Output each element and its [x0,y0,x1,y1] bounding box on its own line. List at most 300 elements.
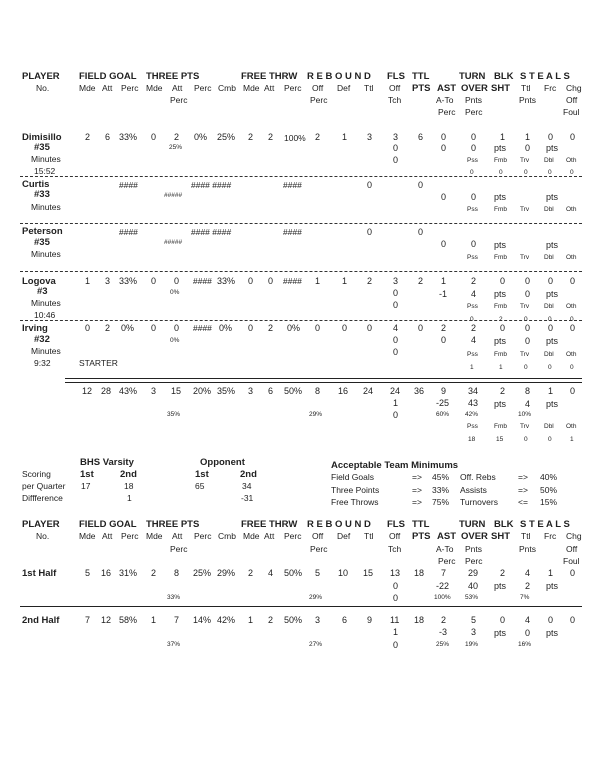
stat-cell: 0 [525,143,531,153]
stat-cell: 0 [471,132,477,142]
stat-cell: Diffference [22,493,63,503]
stat-cell: 2 [418,276,424,286]
stat-cell: 0% [194,132,208,142]
stat-cell: Def [337,83,351,93]
stat-cell: BLK [494,519,514,530]
stat-cell: 3 [248,386,254,396]
stat-cell: Oth [566,157,577,164]
stat-cell: 0 [548,615,554,625]
stat-cell: No. [36,531,50,541]
stat-cell: 2 [500,386,506,396]
stat-cell: 6 [105,132,111,142]
stat-cell: 0% [170,289,180,296]
stat-cell: PLAYER [22,71,60,82]
stat-cell: 3 [367,132,373,142]
stat-cell: 8 [174,568,180,578]
stat-cell: 12 [82,386,93,396]
stat-cell: 16 [101,568,112,578]
stat-cell: 1 [315,276,321,286]
stat-cell: 0 [367,180,373,190]
stat-cell: => [412,485,422,495]
stat-cell: Ttl [521,83,531,93]
stat-cell: #### [119,180,138,190]
stat-cell: -22 [436,581,450,591]
stat-cell: 2 [248,132,254,142]
stat-cell: Dbl [544,254,554,261]
stat-cell: Att [102,531,113,541]
stat-cell: 4 [471,335,477,345]
stat-cell: 0 [151,323,157,333]
stat-cell: 1 [570,436,574,443]
stat-cell: => [412,472,422,482]
stat-cell: pts [546,192,559,202]
stat-cell: Opponent [200,457,245,468]
stat-cell: 0 [548,316,552,323]
stat-cell: 2 [471,276,477,286]
stat-cell: Dbl [544,206,554,213]
stat-cell: 7 [441,568,447,578]
stat-cell: FREE THRW [241,519,298,530]
stat-cell: Pnts [465,544,483,554]
stat-cell: 1st Half [22,568,57,579]
stat-cell: 0 [151,276,157,286]
stat-cell: Dbl [544,157,554,164]
stat-cell: 2 [105,323,111,333]
stat-cell: Foul [563,556,580,566]
stat-cell: OVER [461,531,488,542]
stat-cell: -25 [436,398,450,408]
stat-cell: Pss [467,351,478,358]
stat-cell: Trv [520,351,530,358]
stat-cell: 19% [465,641,479,648]
stat-cell: 0 [393,347,399,357]
stat-cell: Perc [465,556,483,566]
stat-cell: Off [312,83,324,93]
stat-cell: 0 [471,143,477,153]
stat-cell: Minutes [31,202,61,212]
stat-cell: 15:52 [34,166,56,176]
stat-cell: Perc [194,531,212,541]
stat-cell: 0 [342,323,348,333]
stat-cell: pts [546,336,559,346]
stat-cell: Cmb [218,83,236,93]
stat-cell: Assists [460,485,487,495]
stat-cell: Ttl [521,531,531,541]
stat-cell: Trv [520,254,530,261]
stat-cell: 0 [393,640,399,650]
stat-cell: Minutes [31,298,61,308]
stat-cell: 9 [367,615,373,625]
stat-cell: 0 [548,132,554,142]
stat-cell: -3 [439,627,448,637]
stat-cell: -1 [439,289,448,299]
stat-cell: Dimisillo [22,132,62,143]
stat-cell: 1 [393,398,399,408]
stat-cell: 0 [441,335,447,345]
stat-cell: 0 [151,132,157,142]
stat-cell: Off [389,83,401,93]
stat-cell: Att [172,83,183,93]
stat-cell: Pss [467,157,478,164]
stat-cell: pts [494,289,507,299]
stat-cell: 0 [393,155,399,165]
stat-cell: 33% [167,594,181,601]
stat-cell: ##### [164,239,183,246]
stat-cell: PLAYER [22,519,60,530]
stat-cell: pts [546,628,559,638]
stat-cell: 2 [441,615,447,625]
stat-cell: 0 [268,276,274,286]
stat-cell: 0 [500,323,506,333]
stat-cell: #35 [34,237,50,248]
stat-cell: pts [494,628,507,638]
stat-cell: 16% [518,641,532,648]
stat-cell: Perc [438,107,456,117]
stat-cell: 0 [525,289,531,299]
stat-cell: THREE PTS [146,519,200,530]
stat-cell: Att [264,83,275,93]
stat-cell: Free Throws [331,497,379,507]
stat-cell: 3 [105,276,111,286]
stat-cell: 4 [393,323,399,333]
stat-cell: Oth [566,303,577,310]
stat-cell: 2 [441,323,447,333]
stat-cell: 0 [570,386,576,396]
stat-cell: 0 [570,323,576,333]
stat-cell: TTL [412,519,430,530]
stat-cell: TURN [459,71,486,82]
stat-cell: Minutes [31,249,61,259]
stat-cell: No. [36,83,50,93]
stat-cell: 75% [432,497,450,507]
stat-cell: Tch [388,95,402,105]
stat-cell: Pnts [519,544,537,554]
stat-cell: 4 [525,568,531,578]
stat-cell: 2nd [120,469,137,480]
stat-cell: S T E A L S [520,71,570,82]
stat-cell: 1 [127,493,132,503]
stat-cell: 37% [167,641,181,648]
stat-cell: Pss [467,423,478,430]
stat-cell: 0 [525,628,531,638]
stat-cell: Perc [438,556,456,566]
stat-cell: 18 [414,615,425,625]
stat-cell: Chg [566,531,582,541]
stat-cell: #### [193,323,212,333]
stat-cell: pts [494,192,507,202]
stat-cell: #35 [34,142,50,153]
stat-cell: TURN [459,519,486,530]
stat-cell: 2 [268,615,274,625]
stat-cell: 0 [393,593,399,603]
stat-cell: Fmb [494,157,507,164]
stat-cell: 42% [217,615,236,625]
stat-cell: 34 [468,386,479,396]
stat-cell: 0 [441,192,447,202]
stat-cell: 42% [465,411,479,418]
stat-cell: AST [437,531,456,542]
stat-cell: FIELD GOAL [79,71,137,82]
stat-cell: 2 [248,568,254,578]
stat-cell: 0 [441,132,447,142]
stat-cell: 7 [174,615,180,625]
stat-cell: 2 [268,132,274,142]
stat-cell: 24 [363,386,374,396]
stat-cell: 5 [85,568,91,578]
stat-cell: 3 [471,627,477,637]
stat-cell: BLK [494,71,514,82]
stat-cell: R E B O U N D [307,71,371,82]
stat-cell: Mde [243,531,260,541]
stat-cell: 0 [548,323,554,333]
stat-cell: Mde [146,83,163,93]
stat-cell: 0 [174,323,180,333]
stat-cell: Off [566,544,578,554]
stat-cell: Mde [146,531,163,541]
stat-cell: 0 [524,436,528,443]
stat-cell: 1 [342,276,348,286]
stat-cell: Fmb [494,351,507,358]
stat-cell: 1 [441,276,447,286]
stat-cell: 53% [465,594,479,601]
stat-cell: 18 [414,568,425,578]
stat-cell: #### #### [191,180,232,190]
stat-cell: 2 [174,132,180,142]
stat-cell: Att [172,531,183,541]
stat-cell: #33 [34,189,50,200]
stat-cell: Pnts [465,95,483,105]
stat-cell: 24 [390,386,401,396]
stat-cell: Mde [243,83,260,93]
stat-cell: 0% [170,337,180,344]
stat-cell: 1 [470,364,474,371]
stat-cell: #### [283,180,302,190]
stat-cell: 100% [284,133,306,143]
stat-cell: Oth [566,423,577,430]
stat-cell: #32 [34,334,50,345]
stat-cell: 12 [101,615,112,625]
stat-cell: Att [102,83,113,93]
stat-cell: 0 [500,276,506,286]
stat-cell: pts [546,240,559,250]
stat-cell: 34 [242,481,252,491]
stat-cell: 2 [525,581,531,591]
stat-cell: Scoring [22,469,51,479]
stat-cell: Mde [79,531,96,541]
stat-cell: PTS [412,83,431,94]
stat-cell: A-To [436,544,454,554]
stat-cell: pts [494,581,507,591]
stat-cell: 0% [287,323,301,333]
stat-cell: 0 [524,364,528,371]
stat-cell: 0 [471,192,477,202]
stat-cell: Three Points [331,485,380,495]
stat-cell: 0 [393,410,399,420]
stat-cell: => [518,485,528,495]
stat-cell: 29% [309,594,323,601]
stat-cell: Acceptable Team Minimums [331,460,459,471]
stat-cell: 7% [520,594,530,601]
stat-cell: ##### [164,192,183,199]
stat-cell: 2nd Half [22,615,60,626]
stat-cell: 1 [548,386,554,396]
row-divider [20,271,582,272]
stat-cell: Minutes [31,154,61,164]
stat-cell: SHT [491,531,510,542]
stat-cell: 6 [418,132,424,142]
stat-cell: 15 [171,386,182,396]
stat-cell: 15 [496,436,504,443]
stat-cell: #### [193,276,212,286]
stat-cell: Oth [566,351,577,358]
stat-cell: 0 [548,169,552,176]
stat-cell: 50% [284,615,303,625]
stat-cell: 100% [434,594,451,601]
stat-cell: pts [494,240,507,250]
stat-cell: 2 [500,568,506,578]
stat-cell: Off [566,95,578,105]
stat-cell: #### [283,227,302,237]
stat-cell: 2 [151,568,157,578]
stat-cell: Perc [284,83,302,93]
stat-cell: Turnovers [460,497,498,507]
stat-cell: 18 [468,436,476,443]
stat-cell: A-To [436,95,454,105]
stat-cell: 1 [248,615,254,625]
stat-cell: Pss [467,254,478,261]
stat-cell: TTL [412,71,430,82]
stat-cell: 0 [548,276,554,286]
stat-cell: BHS Varsity [80,457,134,468]
stat-cell: 9 [441,386,447,396]
stat-cell: 0 [418,227,424,237]
stat-cell: 50% [284,386,303,396]
stat-cell: S T E A L S [520,519,570,530]
stat-cell: FLS [387,71,405,82]
stat-cell: 25% [436,641,450,648]
stat-cell: 0 [570,169,574,176]
stat-cell: Perc [170,544,188,554]
stat-cell: Frc [544,531,557,541]
stat-cell: 8 [525,386,531,396]
stat-cell: 28 [101,386,112,396]
stat-cell: 0 [524,169,528,176]
stat-cell: 33% [119,276,138,286]
stat-cell: Ttl [364,531,374,541]
stat-cell: 17 [81,481,91,491]
stat-cell: 0 [499,169,503,176]
stat-cell: 0 [367,227,373,237]
stat-cell: 0 [441,239,447,249]
stat-cell: 0% [219,323,233,333]
stat-cell: 31% [119,568,138,578]
stat-cell: 0 [570,364,574,371]
stat-cell: 0 [418,180,424,190]
stat-cell: 0 [174,276,180,286]
stat-cell: 1 [499,364,503,371]
stat-cell: 7 [85,615,91,625]
stat-cell: 45% [432,472,450,482]
stat-cell: 0 [393,335,399,345]
stat-cell: 1 [393,627,399,637]
stat-cell: 0 [570,132,576,142]
stat-cell: 5 [315,568,321,578]
stat-cell: PTS [412,531,431,542]
stat-cell: 5 [471,615,477,625]
stat-cell: 15 [363,568,374,578]
stat-cell: FREE THRW [241,71,298,82]
stat-cell: 1st [80,469,94,480]
stat-cell: 1 [151,615,157,625]
row-divider [20,320,582,321]
stat-cell: Pss [467,206,478,213]
stat-cell: 0 [367,323,373,333]
stat-cell: Def [337,531,351,541]
stat-cell: 1 [85,276,91,286]
stat-cell: 0 [85,323,91,333]
stat-cell: 6 [342,615,348,625]
stat-cell: 33% [217,276,236,286]
stat-cell: 0 [548,436,552,443]
stat-cell: FIELD GOAL [79,519,137,530]
stat-cell: 0 [570,276,576,286]
stat-cell: 4 [525,399,531,409]
stat-cell: 10% [518,411,532,418]
stat-cell: 25% [193,568,212,578]
stat-cell: Peterson [22,226,63,237]
stat-cell: #3 [37,286,48,297]
stat-cell: STARTER [79,358,118,368]
stat-cell: Field Goals [331,472,374,482]
stat-cell: Oth [566,254,577,261]
stat-cell: #### #### [191,227,232,237]
stat-cell: Perc [284,531,302,541]
stat-cell: 33% [119,132,138,142]
stat-cell: 0 [548,364,552,371]
stat-cell: 0 [470,169,474,176]
stat-cell: 0 [393,143,399,153]
stat-cell: 15% [540,497,558,507]
stat-cell: 60% [436,411,450,418]
stat-cell: 29% [309,411,323,418]
stat-cell: 0 [418,323,424,333]
stat-cell: 9:32 [34,358,51,368]
stat-cell: Off [389,531,401,541]
stat-cell: 0 [525,336,531,346]
stat-cell: 0 [525,276,531,286]
stat-cell: 0 [471,239,477,249]
row-divider [20,223,582,224]
stat-cell: 29 [468,568,479,578]
row-divider [20,176,582,177]
stat-cell: Fmb [494,423,507,430]
stat-cell: 1 [525,132,531,142]
stat-cell: 8 [315,386,321,396]
stat-cell: pts [546,399,559,409]
stat-cell: 2 [85,132,91,142]
stat-cell: FLS [387,519,405,530]
stat-cell: Perc [194,83,212,93]
stat-cell: per Quarter [22,481,66,491]
stat-cell: Pss [467,303,478,310]
stat-cell: SHT [491,83,510,94]
stat-cell: Trv [520,206,530,213]
stat-cell: 6 [268,386,274,396]
totals-divider [65,378,582,383]
stat-cell: 0 [500,615,506,625]
stat-cell: Trv [520,157,530,164]
stat-cell: 43% [119,386,138,396]
